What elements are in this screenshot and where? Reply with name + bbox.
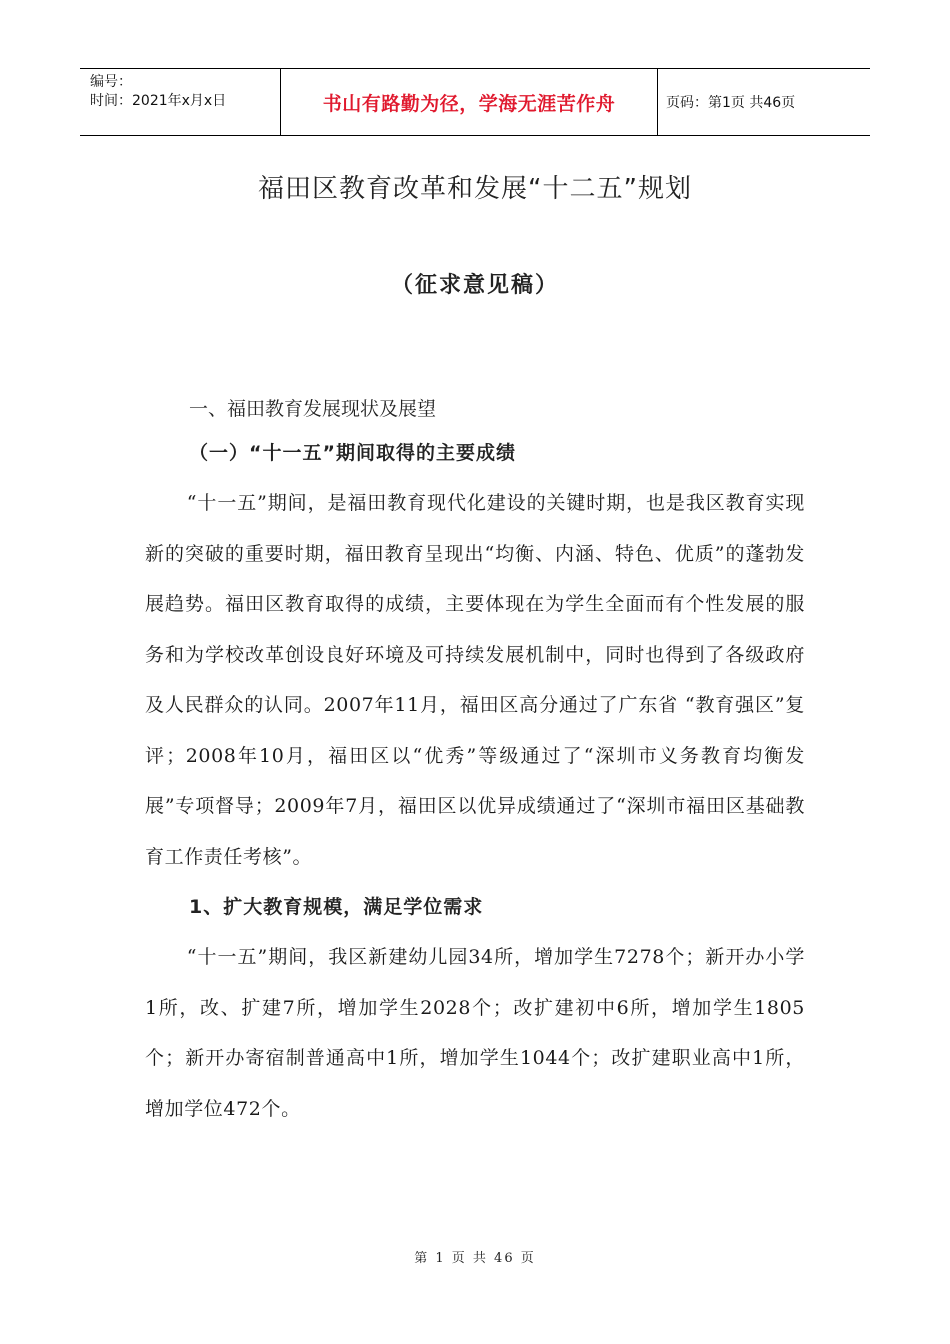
item-heading: 1、扩大教育规模，满足学位需求 bbox=[189, 896, 484, 918]
header-page-info: 页码：第1页 共46页 bbox=[666, 95, 796, 111]
section-heading: 一、福田教育发展现状及展望 bbox=[189, 398, 437, 420]
body-paragraph: “十一五”期间，我区新建幼儿园34所，增加学生7278个；新开办小学1所，改、扩建7所，增加学生2028个；改扩建初中6所，增加学生1805个；新开办寄宿制普通高中1所，增加学生1044个；改扩建职业高中1所，增加学位472个。 bbox=[145, 946, 805, 1120]
page-footer: 第 1 页 共 46 页 bbox=[414, 1251, 536, 1266]
header-meta bbox=[80, 69, 280, 135]
number-label: 编号： bbox=[90, 74, 132, 90]
body-paragraph: “十一五”期间，是福田教育现代化建设的关键时期，也是我区教育实现新的突破的重要时期，福田教育呈现出“均衡、内涵、特色、优质”的蓬勃发展趋势。福田区教育取得的成绩，主要体现在为学生全面而有个性发展的服务和为学校改革创设良好环境及可持续发展机制中，同时也得到了各级政府及人民群众的认同。2007年11月，福田区高分通过了广东省 “教育强区”复评；2008年10月，福田区以“优秀”等级通过了“深圳市义务教育均衡发展”专项督导；2009年7月，福田区以优异成绩通过了“深圳市福田区基础教育工作责任考核”。 bbox=[145, 492, 805, 868]
header-motto: 书山有路勤为径，学海无涯苦作舟 bbox=[280, 69, 658, 135]
time-label: 时间：2021年x月x日 bbox=[90, 93, 227, 109]
document-title: 福田区教育改革和发展“十二五”规划 bbox=[258, 174, 692, 204]
document-body bbox=[145, 390, 805, 1134]
document-header bbox=[80, 68, 870, 136]
subsection-heading: （一）“十一五”期间取得的主要成绩 bbox=[189, 442, 516, 464]
document-subtitle: （征求意见稿） bbox=[390, 273, 559, 298]
